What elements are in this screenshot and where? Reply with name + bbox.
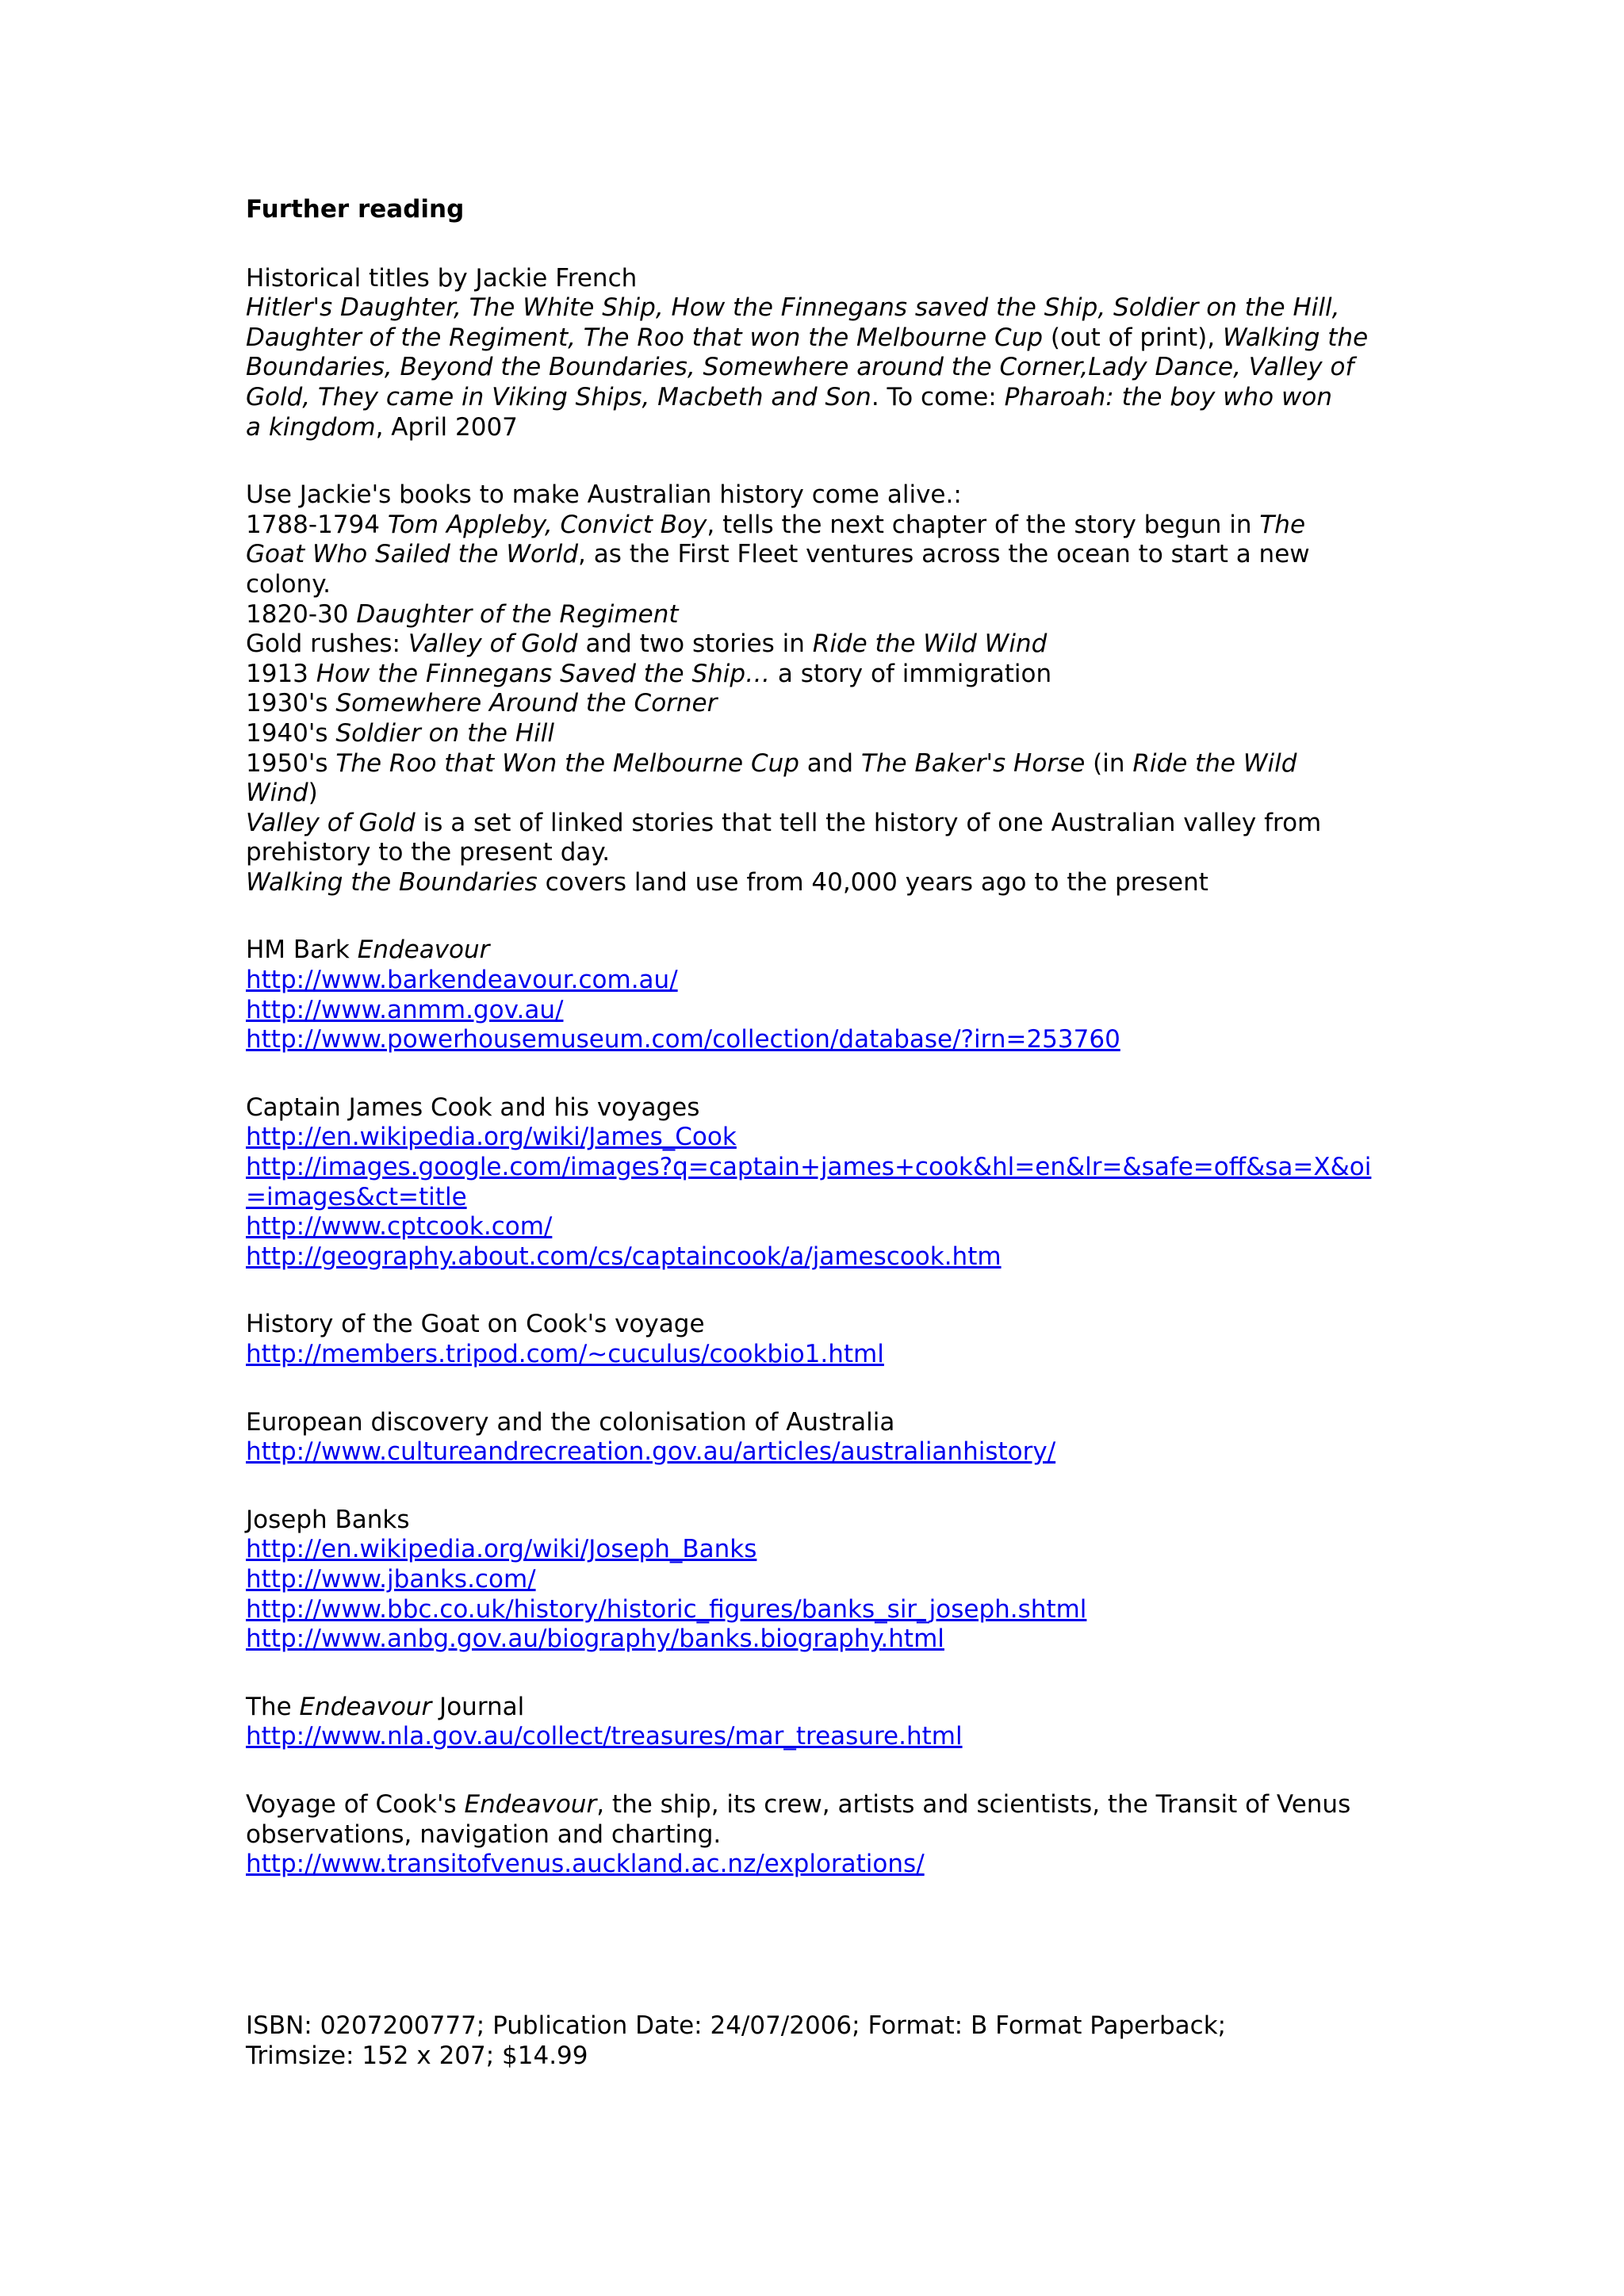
plain-text: Voyage of Cook's <box>246 1789 465 1819</box>
history-entry-valley <box>246 809 1388 839</box>
history-entry-tom-appleby <box>246 511 1388 541</box>
section-label: History of the Goat on Cook's voyage <box>246 1310 705 1339</box>
ship-name: Endeavour <box>464 1789 597 1819</box>
history-entry-finnegans <box>246 660 1388 690</box>
plain-text: a story of immigration <box>770 659 1052 688</box>
european-discovery-section <box>246 1408 1388 1468</box>
book-title: The <box>1259 510 1306 539</box>
link-tripod-cuculus[interactable]: http://members.tripod.com/~cuculus/cookbio1.html <box>246 1340 884 1368</box>
goat-history-section <box>246 1310 1388 1369</box>
publication-details <box>246 2011 1388 2071</box>
link-anmm[interactable]: http://www.anmm.gov.au/ <box>246 995 564 1024</box>
book-titles-text: Walking the <box>1222 323 1369 352</box>
plain-text: , the ship, its crew, artists and scientists, the Transit of Venus <box>596 1789 1351 1819</box>
plain-text: (in <box>1085 748 1133 778</box>
book-title: The Roo that Won the Melbourne Cup <box>335 748 799 778</box>
book-title: Ride the Wild <box>1132 748 1297 778</box>
book-titles-text: a kingdom <box>246 412 376 442</box>
history-entry-corner <box>246 689 1388 719</box>
historical-titles-line-5 <box>246 413 1388 443</box>
australian-history-intro: Use Jackie's books to make Australian history come alive.: <box>246 480 962 510</box>
book-title: Tom Appleby, Convict Boy <box>387 510 707 539</box>
book-titles-text: Pharoah: the boy who won <box>1004 382 1332 411</box>
link-barkendeavour[interactable]: http://www.barkendeavour.com.au/ <box>246 966 678 995</box>
bark-endeavour-section <box>246 936 1388 1054</box>
plain-text: and <box>799 748 861 778</box>
joseph-banks-section <box>246 1506 1388 1655</box>
document-page <box>246 195 1388 1918</box>
plain-text: . To come: <box>871 382 1005 411</box>
captain-cook-section <box>246 1093 1388 1272</box>
link-google-images-cook[interactable] <box>246 1153 1388 1212</box>
historical-titles-line-3 <box>246 353 1388 383</box>
book-title: Somewhere Around the Corner <box>335 689 718 718</box>
plain-text: 1940's <box>246 718 336 748</box>
book-title: Wind <box>246 779 308 808</box>
section-label: European discovery and the colonisation of Australia <box>246 1407 895 1437</box>
book-title: Soldier on the Hill <box>335 718 554 748</box>
historical-titles-line-4 <box>246 383 1388 413</box>
plain-text: 1913 <box>246 659 316 688</box>
link-wikipedia-joseph-banks[interactable]: http://en.wikipedia.org/wiki/Joseph_Banks <box>246 1535 757 1564</box>
endeavour-journal-section <box>246 1693 1388 1752</box>
section-label: Captain James Cook and his voyages <box>246 1093 700 1122</box>
link-nla-treasure[interactable]: http://www.nla.gov.au/collect/treasures/mar_treasure.html <box>246 1722 963 1751</box>
history-entry-wind <box>246 779 1388 809</box>
book-title: The Baker's Horse <box>860 748 1086 778</box>
plain-text: , as the First Fleet ventures across the ocean to start a new <box>578 540 1310 569</box>
publication-details-line-2: Trimsize: 152 x 207; $14.99 <box>246 2041 588 2070</box>
book-title: Valley of Gold <box>408 629 578 659</box>
section-label <box>246 1790 1388 1820</box>
plain-text: The <box>246 1692 300 1721</box>
history-entry-hill <box>246 719 1388 749</box>
plain-text: HM Bark <box>246 936 358 965</box>
section-label <box>246 936 1388 966</box>
publication-details-line-1: ISBN: 0207200777; Publication Date: 24/07/2006; Format: B Format Paperback; <box>246 2011 1227 2040</box>
history-entry-goat <box>246 540 1388 570</box>
link-cptcook[interactable]: http://www.cptcook.com/ <box>246 1212 553 1242</box>
page-title: Further reading <box>246 195 465 224</box>
voyage-section <box>246 1790 1388 1880</box>
plain-text: and two stories in <box>577 629 813 659</box>
history-entry-gold-rushes <box>246 629 1388 660</box>
history-entry-colony: colony. <box>246 569 331 599</box>
link-powerhousemuseum[interactable]: http://www.powerhousemuseum.com/collection/database/?irn=253760 <box>246 1025 1120 1054</box>
link-bbc-banks[interactable]: http://www.bbc.co.uk/history/historic_figures/banks_sir_joseph.shtml <box>246 1594 1087 1624</box>
book-title: Ride the Wild Wind <box>812 629 1048 659</box>
book-titles-text: Gold, They came in Viking Ships, Macbeth and Son <box>246 382 871 411</box>
plain-text: covers land use from 40,000 years ago to the present <box>537 867 1208 897</box>
historical-titles-line-2 <box>246 323 1388 354</box>
plain-text: (out of print), <box>1043 323 1223 352</box>
ship-name: Endeavour <box>299 1692 432 1721</box>
plain-text: , April 2007 <box>375 412 518 442</box>
history-entry-walking <box>246 868 1388 898</box>
australian-history-section <box>246 480 1388 897</box>
history-entry-prehistory: prehistory to the present day. <box>246 838 611 867</box>
link-wikipedia-james-cook[interactable]: http://en.wikipedia.org/wiki/James_Cook <box>246 1123 737 1152</box>
link-text-part: =images&ct=title <box>246 1182 467 1211</box>
link-anbg-banks[interactable]: http://www.anbg.gov.au/biography/banks.biography.html <box>246 1624 944 1654</box>
plain-text: 1930's <box>246 689 336 718</box>
section-label-continued: observations, navigation and charting. <box>246 1820 722 1849</box>
plain-text: 1788-1794 <box>246 510 388 539</box>
book-title: Walking the Boundaries <box>246 867 538 897</box>
book-title: Goat Who Sailed the World <box>246 540 578 569</box>
ship-name: Endeavour <box>357 936 490 965</box>
section-label: Joseph Banks <box>246 1505 410 1534</box>
history-entry-regiment <box>246 600 1388 630</box>
plain-text: is a set of linked stories that tell the history of one Australian valley from <box>415 808 1322 837</box>
book-title: How the Finnegans Saved the Ship… <box>316 659 771 688</box>
link-cultureandrecreation[interactable]: http://www.cultureandrecreation.gov.au/articles/australianhistory/ <box>246 1437 1056 1467</box>
plain-text: Gold rushes: <box>246 629 408 659</box>
section-label <box>246 1693 1388 1723</box>
book-titles-text: Hitler's Daughter, The White Ship, How the Finnegans saved the Ship, Soldier on the Hill, <box>246 293 1340 323</box>
plain-text: , tells the next chapter of the story begun in <box>707 510 1260 539</box>
plain-text: 1820-30 <box>246 599 357 629</box>
plain-text: Journal <box>431 1692 525 1721</box>
link-text-part: http://images.google.com/images?q=captain+james+cook&hl=en&lr=&safe=off&sa=X&oi <box>246 1153 1372 1182</box>
book-titles-text: Daughter of the Regiment, The Roo that won the Melbourne Cup <box>246 323 1044 352</box>
link-jbanks[interactable]: http://www.jbanks.com/ <box>246 1564 536 1594</box>
book-titles-text: Boundaries, Beyond the Boundaries, Somewhere around the Corner,Lady Dance, Valley of <box>246 353 1354 382</box>
historical-titles-line-1 <box>246 293 1388 323</box>
link-transitofvenus[interactable]: http://www.transitofvenus.auckland.ac.nz/explorations/ <box>246 1850 925 1879</box>
historical-titles-section <box>246 264 1388 443</box>
plain-text: ) <box>308 779 318 808</box>
plain-text: 1950's <box>246 748 336 778</box>
book-title: Valley of Gold <box>246 808 416 837</box>
history-entry-roo <box>246 749 1388 779</box>
link-about-geography-cook[interactable]: http://geography.about.com/cs/captaincook/a/jamescook.htm <box>246 1242 1002 1271</box>
book-title: Daughter of the Regiment <box>356 599 679 629</box>
historical-titles-intro: Historical titles by Jackie French <box>246 263 638 293</box>
